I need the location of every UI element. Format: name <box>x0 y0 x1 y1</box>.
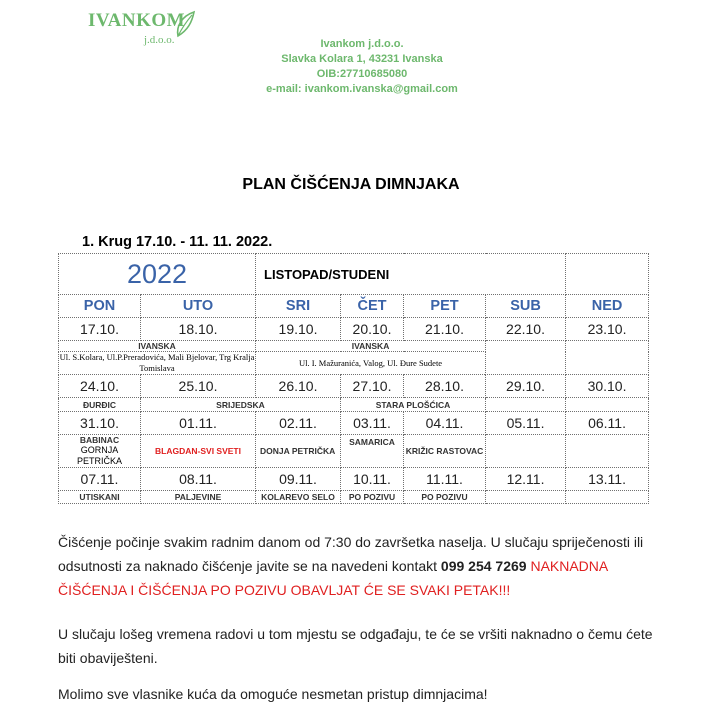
location-babinac: BABINAC <box>79 435 120 445</box>
company-address: Slavka Kolara 1, 43231 Ivanska <box>281 53 443 65</box>
date-cell: 28.10. <box>404 375 486 398</box>
empty-cell <box>486 341 566 375</box>
schedule-table <box>58 253 649 504</box>
date-cell: 12.11. <box>486 468 566 491</box>
location-cell: PO POZIVU <box>341 491 404 504</box>
date-cell: 25.10. <box>141 375 256 398</box>
day-sun: NED <box>566 295 649 318</box>
info-text: Čišćenje počinje svakim radnim danom od 7:30 do završetka naselja. U slučaju spriječenosti ili odsutnosti za naknado čišćenje javite se na navedeni kontakt <box>58 534 644 574</box>
table-row <box>59 435 649 468</box>
empty-cell <box>486 435 566 468</box>
day-thu: ČET <box>341 295 404 318</box>
location-cell: KRIŽIC RASTOVAC <box>404 435 486 468</box>
company-email[interactable]: e-mail: ivankom.ivanska@gmail.com <box>266 83 458 95</box>
location-cell: DONJA PETRIČKA <box>256 435 341 468</box>
weather-paragraph: U slučaju lošeg vremena radovi u tom mjestu se odgađaju, te će se vršiti naknadno o čemu ćete biti obaviješteni. <box>58 626 653 666</box>
date-cell: 26.10. <box>256 375 341 398</box>
day-mon: PON <box>59 295 141 318</box>
table-row <box>59 375 649 398</box>
date-cell: 13.11. <box>566 468 649 491</box>
day-fri: PET <box>404 295 486 318</box>
location-streets: Ul. I. Mažuranića, Valog, Ul. Đure Sudete <box>256 352 486 375</box>
days-row <box>59 295 649 318</box>
date-cell: 17.10. <box>59 318 141 341</box>
date-cell: 22.10. <box>486 318 566 341</box>
date-cell: 29.10. <box>486 375 566 398</box>
date-cell: 04.11. <box>404 412 486 435</box>
location-cell: PO POZIVU <box>404 491 486 504</box>
table-row <box>59 341 649 352</box>
closing-paragraph: Molimo sve vlasnike kuća da omoguće nesmetan pristup dimnjacima! <box>58 686 488 702</box>
empty-cell <box>566 254 649 295</box>
phone-number: 099 254 7269 <box>440 558 527 574</box>
location-cell: ĐURĐIC <box>59 398 141 412</box>
date-cell: 23.10. <box>566 318 649 341</box>
empty-cell <box>486 491 566 504</box>
location-cell: PALJEVINE <box>141 491 256 504</box>
date-cell: 18.10. <box>141 318 256 341</box>
table-row <box>59 412 649 435</box>
day-sat: SUB <box>486 295 566 318</box>
date-cell: 19.10. <box>256 318 341 341</box>
empty-cell <box>566 398 649 412</box>
page-title: PLAN ČIŠĆENJA DIMNJAKA <box>242 176 460 193</box>
table-row <box>59 398 649 412</box>
date-cell: 21.10. <box>404 318 486 341</box>
date-cell: 01.11. <box>141 412 256 435</box>
info-paragraph <box>58 530 658 602</box>
logo-subtitle: j.d.o.o. <box>144 34 175 46</box>
date-cell: 09.11. <box>256 468 341 491</box>
location-cell: STARA PLOŠĆICA <box>341 398 486 412</box>
date-cell: 06.11. <box>566 412 649 435</box>
date-cell: 31.10. <box>59 412 141 435</box>
location-cell: KOLAREVO SELO <box>256 491 341 504</box>
round-heading: 1. Krug 17.10. - 11. 11. 2022. <box>82 234 273 250</box>
company-name: Ivankom j.d.o.o. <box>320 38 404 50</box>
year-cell: 2022 <box>59 254 256 295</box>
location-cell: SRIJEDSKA <box>141 398 341 412</box>
date-cell: 11.11. <box>404 468 486 491</box>
table-row <box>59 318 649 341</box>
date-cell: 08.11. <box>141 468 256 491</box>
company-info <box>0 37 702 97</box>
logo-name: IVANKOM <box>88 10 186 31</box>
holiday-cell: BLAGDAN-SVI SVETI <box>141 435 256 468</box>
location-cell: SAMARICA <box>341 435 404 468</box>
date-cell: 10.11. <box>341 468 404 491</box>
date-cell: 07.11. <box>59 468 141 491</box>
date-cell: 20.10. <box>341 318 404 341</box>
location-cell: UTISKANI <box>59 491 141 504</box>
leaf-icon <box>174 10 196 38</box>
location-streets: Ul. S.Kolara, Ul.P.Preradovića, Mali Bjelovar, Trg Kralja Tomislava <box>59 352 255 373</box>
empty-cell <box>486 398 566 412</box>
empty-cell <box>566 491 649 504</box>
empty-cell <box>566 341 649 375</box>
date-cell: 03.11. <box>341 412 404 435</box>
table-header-row <box>59 254 649 295</box>
empty-cell <box>566 435 649 468</box>
location-gornja-petricka: GORNJA PETRIČKA <box>76 445 122 466</box>
month-cell: LISTOPAD/STUDENI <box>256 254 566 295</box>
date-cell: 27.10. <box>341 375 404 398</box>
date-cell: 30.10. <box>566 375 649 398</box>
table-row <box>59 468 649 491</box>
date-cell: 24.10. <box>59 375 141 398</box>
notice-text: NAKNADNA ČIŠĆENJA I ČIŠĆENJA PO POZIVU OBAVLJAT ĆE SE SVAKI PETAK!!! <box>58 558 608 598</box>
day-wed: SRI <box>256 295 341 318</box>
company-oib: OIB:27710685080 <box>316 68 408 80</box>
date-cell: 02.11. <box>256 412 341 435</box>
location-cell <box>59 435 141 468</box>
day-tue: UTO <box>141 295 256 318</box>
location-head: IVANSKA <box>59 341 256 352</box>
date-cell: 05.11. <box>486 412 566 435</box>
table-row <box>59 491 649 504</box>
location-head: IVANSKA <box>256 341 486 352</box>
